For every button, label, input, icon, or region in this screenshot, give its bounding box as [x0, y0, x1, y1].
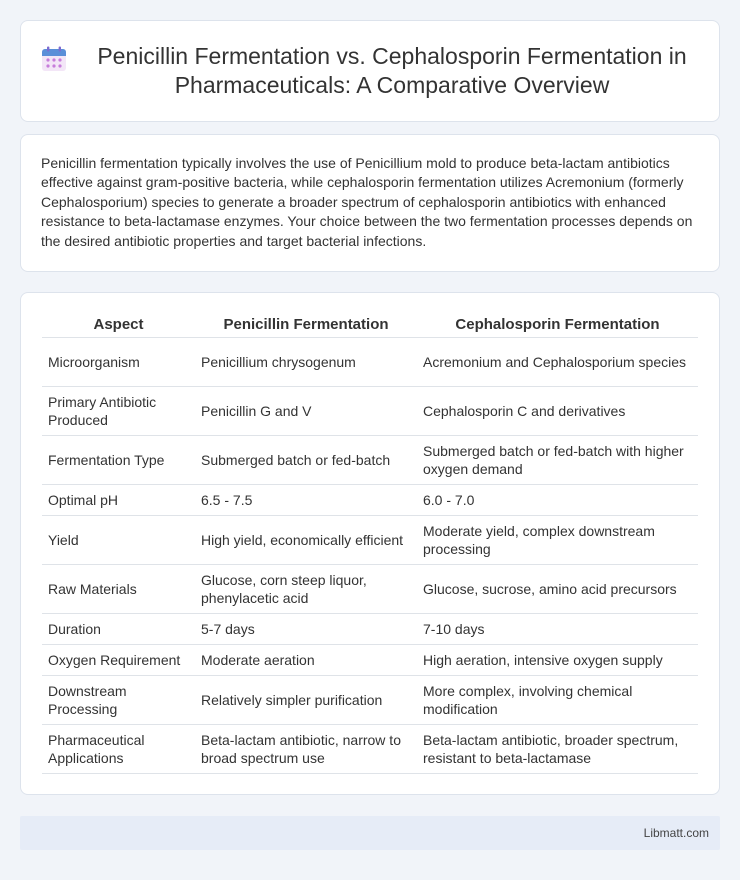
title-row	[41, 42, 699, 100]
table-row	[42, 613, 698, 644]
cephalosporin-cell: High aeration, intensive oxygen supply	[417, 644, 698, 675]
aspect-cell: Optimal pH	[42, 484, 195, 515]
penicillin-cell: Submerged batch or fed-batch	[195, 435, 417, 484]
title-card	[20, 20, 720, 122]
aspect-cell: Pharmaceutical Applications	[42, 724, 195, 773]
penicillin-cell: 5-7 days	[195, 613, 417, 644]
comparison-card	[20, 292, 720, 795]
table-row	[42, 435, 698, 484]
cephalosporin-cell: Moderate yield, complex downstream processing	[417, 515, 698, 564]
cephalosporin-cell: Acremonium and Cephalosporium species	[417, 337, 698, 386]
penicillin-cell: High yield, economically efficient	[195, 515, 417, 564]
comparison-table	[42, 313, 698, 774]
intro-paragraph: Penicillin fermentation typically involves the use of Penicillium mold to produce beta-lactam antibiotics effective against gram-positive bacteria, while cephalosporin fermentation utilizes Acremonium (formerly Cephalosporium) species to generate a broader spectrum of cephalosporin antibiotics with enhanced resistance to beta-lactamase enzymes. Your choice between the two fermentation processes depends on the desired antibiotic properties and target bacterial infections.	[41, 155, 693, 249]
aspect-cell: Microorganism	[42, 337, 195, 386]
cephalosporin-cell: More complex, involving chemical modification	[417, 675, 698, 724]
cephalosporin-cell: Beta-lactam antibiotic, broader spectrum, resistant to beta-lactamase	[417, 724, 698, 773]
table-header-row	[42, 313, 698, 337]
cephalosporin-cell: 7-10 days	[417, 613, 698, 644]
header-penicillin: Penicillin Fermentation	[195, 313, 417, 337]
aspect-cell: Raw Materials	[42, 564, 195, 613]
aspect-cell: Yield	[42, 515, 195, 564]
penicillin-cell: Penicillin G and V	[195, 386, 417, 435]
cephalosporin-cell: Submerged batch or fed-batch with higher oxygen demand	[417, 435, 698, 484]
cephalosporin-cell: Cephalosporin C and derivatives	[417, 386, 698, 435]
penicillin-cell: Relatively simpler purification	[195, 675, 417, 724]
header-aspect: Aspect	[42, 313, 195, 337]
table-row	[42, 724, 698, 773]
intro-card	[20, 134, 720, 272]
footer-bar	[20, 816, 720, 850]
aspect-cell: Fermentation Type	[42, 435, 195, 484]
penicillin-cell: Beta-lactam antibiotic, narrow to broad spectrum use	[195, 724, 417, 773]
table-row	[42, 484, 698, 515]
penicillin-cell: Glucose, corn steep liquor, phenylacetic acid	[195, 564, 417, 613]
aspect-cell: Oxygen Requirement	[42, 644, 195, 675]
header-cephalosporin: Cephalosporin Fermentation	[417, 313, 698, 337]
calendar-icon	[41, 46, 67, 72]
aspect-cell: Primary Antibiotic Produced	[42, 386, 195, 435]
table-row	[42, 386, 698, 435]
penicillin-cell: 6.5 - 7.5	[195, 484, 417, 515]
table-row	[42, 337, 698, 386]
table-row	[42, 515, 698, 564]
page-title: Penicillin Fermentation vs. Cephalosporin Fermentation in Pharmaceuticals: A Comparative Overview	[97, 43, 687, 98]
aspect-cell: Downstream Processing	[42, 675, 195, 724]
table-row	[42, 564, 698, 613]
aspect-cell: Duration	[42, 613, 195, 644]
cephalosporin-cell: Glucose, sucrose, amino acid precursors	[417, 564, 698, 613]
footer-brand: Libmatt.com	[643, 826, 709, 840]
penicillin-cell: Penicillium chrysogenum	[195, 337, 417, 386]
cephalosporin-cell: 6.0 - 7.0	[417, 484, 698, 515]
table-row	[42, 675, 698, 724]
table-row	[42, 644, 698, 675]
penicillin-cell: Moderate aeration	[195, 644, 417, 675]
